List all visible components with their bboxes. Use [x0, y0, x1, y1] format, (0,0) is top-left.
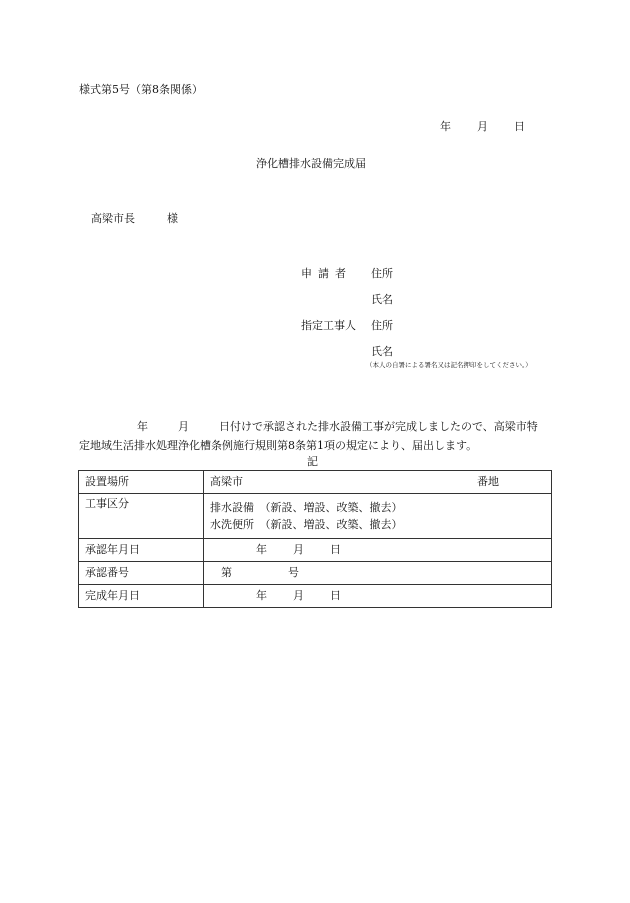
body-month-label: 月	[178, 420, 189, 433]
table-row-location	[79, 471, 552, 494]
contractor-label: 指定工事人	[301, 319, 356, 332]
detail-table	[78, 470, 552, 608]
completion-date-year: 年	[256, 589, 267, 603]
applicant-address-label: 住所	[371, 267, 393, 280]
addressee	[91, 213, 178, 224]
submission-date	[440, 121, 525, 132]
notice-body-line-1	[79, 417, 554, 436]
work-type-drainage: 排水設備 （新設、増設、改築、撤去）	[210, 501, 403, 514]
contractor-address-label: 住所	[371, 319, 393, 332]
date-month-label: 月	[477, 120, 488, 133]
contractor-name-label: 氏名	[371, 345, 393, 358]
body-text-rest: 日付けで承認された排水設備工事が完成しましたので、高梁市特	[219, 420, 538, 433]
table-row-completion-date	[79, 585, 552, 608]
table-row-approval-number	[79, 562, 552, 585]
signature-note: （本人の自署による署名又は記名押印をしてください。）	[366, 361, 532, 369]
work-type-toilet: 水洗便所 （新設、増設、改築、撤去）	[210, 518, 403, 531]
approval-date-month: 月	[293, 543, 304, 557]
approval-number-prefix: 第	[221, 566, 232, 580]
applicant-name-label: 氏名	[371, 293, 393, 306]
table-row-work-type	[79, 494, 552, 539]
approval-number-suffix: 号	[288, 566, 299, 580]
date-year-label: 年	[440, 120, 451, 133]
approval-number-value[interactable]	[204, 562, 552, 585]
notice-body	[79, 417, 554, 455]
work-type-label: 工事区分	[79, 494, 204, 539]
document-title: 浄化槽排水設備完成届	[256, 157, 366, 170]
form-number: 様式第5号（第8条関係）	[79, 83, 203, 96]
body-year-label: 年	[137, 420, 148, 433]
date-day-label: 日	[514, 120, 525, 133]
approval-date-value[interactable]	[204, 539, 552, 562]
approval-number-label: 承認番号	[79, 562, 204, 585]
location-banchi: 番地	[477, 475, 499, 489]
notice-body-line-2: 定地域生活排水処理浄化槽条例施行規則第8条第1項の規定により、届出します。	[79, 439, 478, 452]
location-label: 設置場所	[79, 471, 204, 494]
completion-date-value[interactable]	[204, 585, 552, 608]
completion-date-day: 日	[330, 589, 341, 603]
addressee-honorific: 様	[167, 212, 178, 225]
applicant-label: 申請者	[301, 267, 352, 280]
table-row-approval-date	[79, 539, 552, 562]
location-city: 高梁市	[210, 475, 243, 489]
approval-date-label: 承認年月日	[79, 539, 204, 562]
ki-label: 記	[307, 455, 318, 468]
completion-date-month: 月	[293, 589, 304, 603]
approval-date-day: 日	[330, 543, 341, 557]
addressee-name: 高梁市長	[91, 212, 135, 225]
completion-date-label: 完成年月日	[79, 585, 204, 608]
approval-date-year: 年	[256, 543, 267, 557]
work-type-value[interactable]	[204, 494, 552, 539]
location-value[interactable]	[204, 471, 552, 494]
